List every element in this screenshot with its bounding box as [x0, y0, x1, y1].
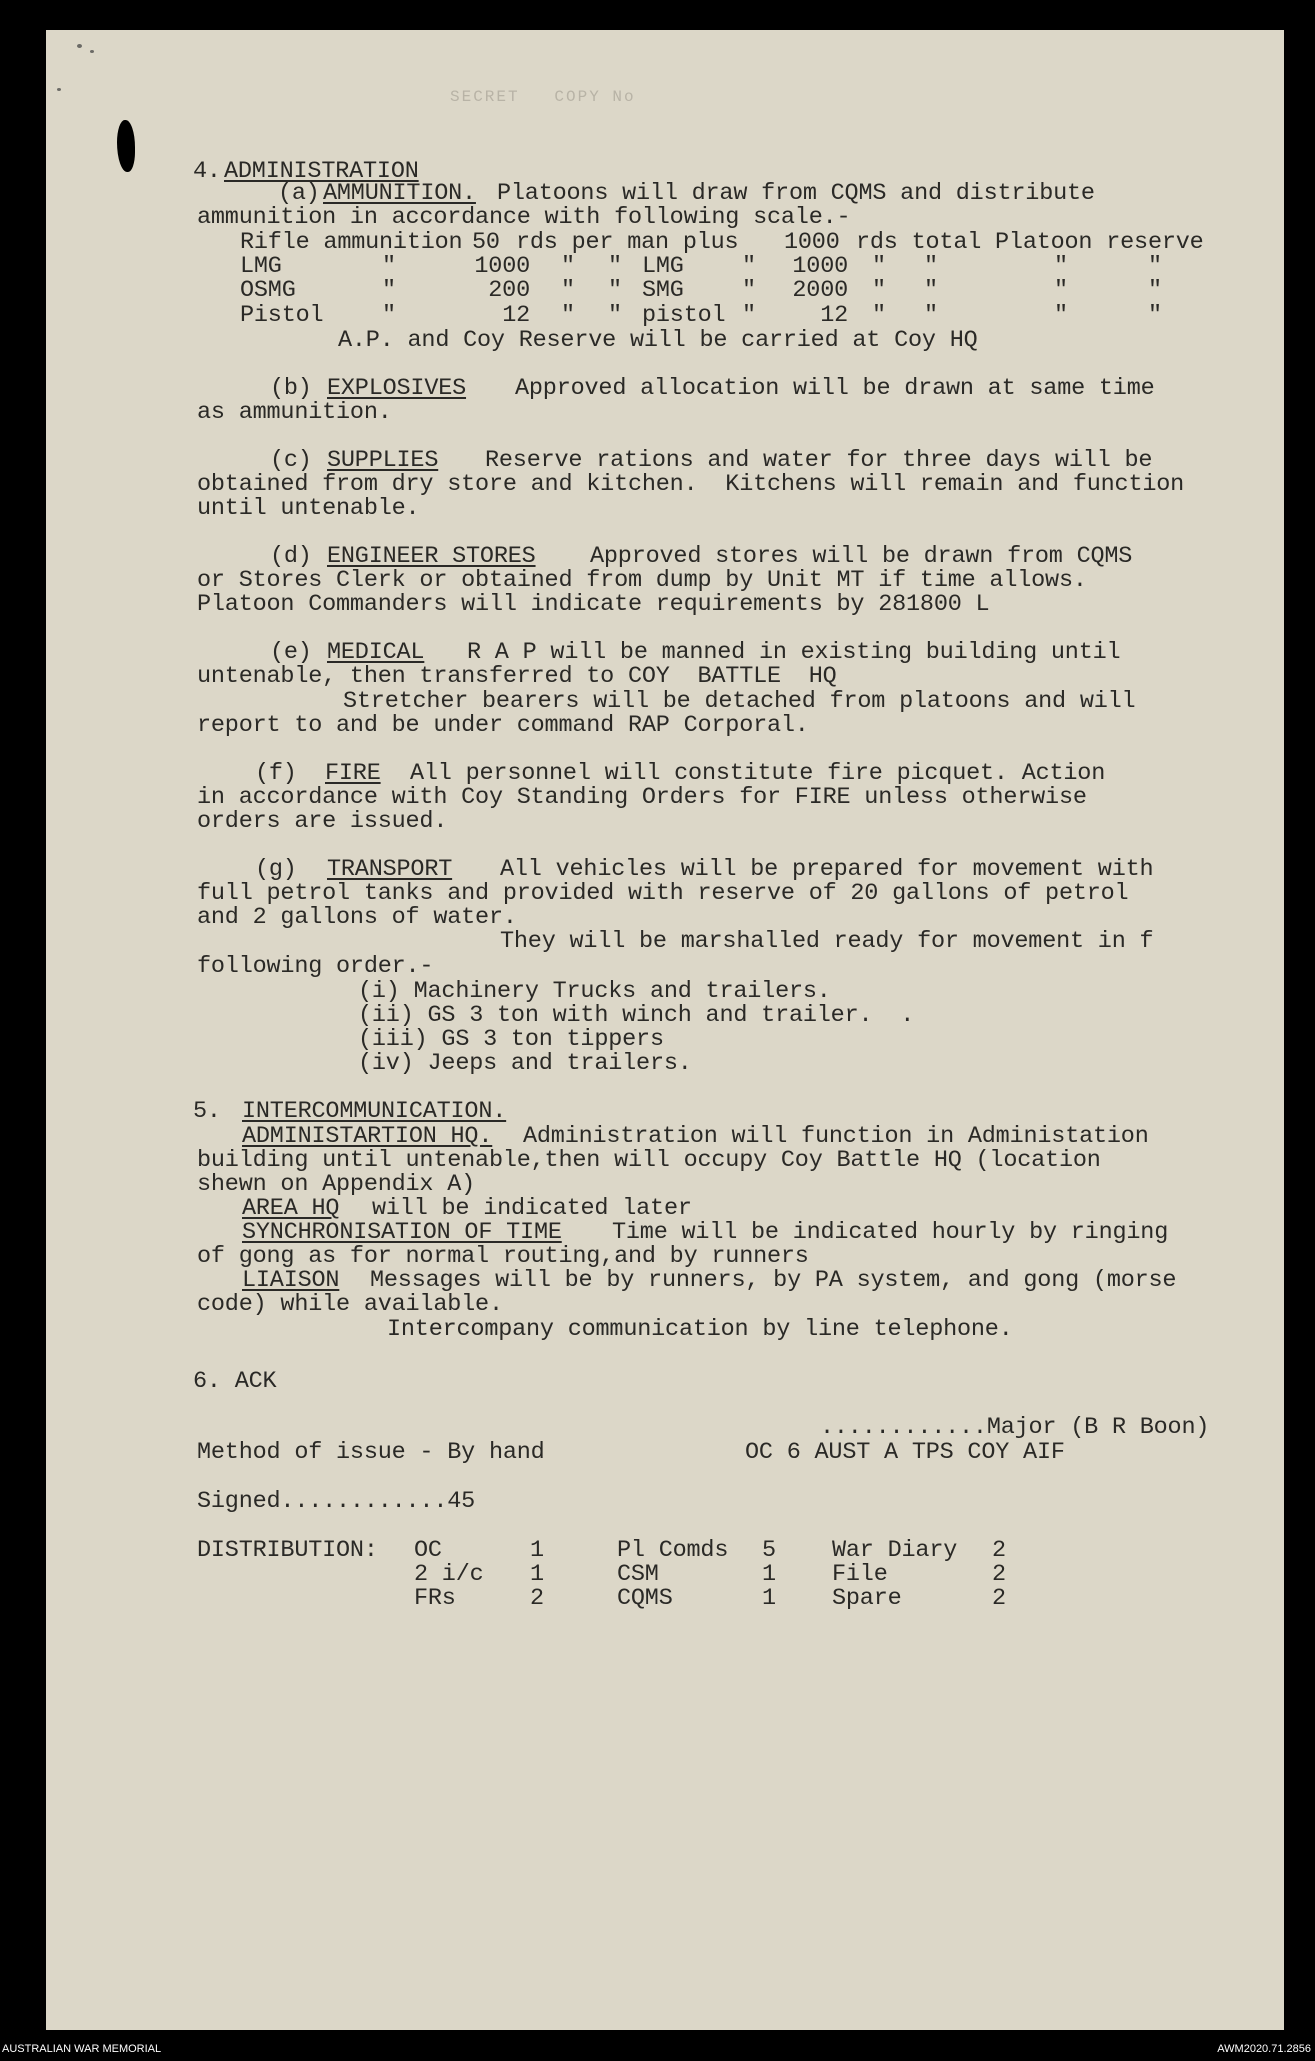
admin-hq-text: Administration will function in Administation	[523, 1123, 1149, 1150]
ammo-qty: 50	[472, 229, 500, 256]
dist-recipient: Pl Comds	[617, 1537, 729, 1564]
faint-header: SECRET COPY No	[450, 88, 636, 106]
admin-hq-text: building until untenable,then will occupy Coy Battle HQ (location	[197, 1147, 1101, 1174]
list-item: (i) Machinery Trucks and trailers.	[358, 978, 831, 1005]
ammo-item: Pistol	[240, 302, 324, 329]
sync-text: Time will be indicated hourly by ringing	[612, 1219, 1169, 1246]
list-item: (ii) GS 3 ton with winch and trailer. .	[358, 1002, 915, 1029]
item-a-text: ammunition in accordance with following scale.-	[197, 204, 851, 231]
ammo-item: OSMG	[240, 277, 296, 304]
speck	[57, 88, 61, 91]
item-g-text: following order.-	[197, 953, 434, 980]
item-a-label: (a)	[278, 180, 320, 207]
ammo-item2: LMG	[642, 253, 684, 280]
punch-hole	[117, 120, 135, 172]
ammo-qty: 12	[502, 302, 530, 329]
signature-line: ............Major (B R Boon)	[820, 1414, 1210, 1441]
item-g-label: (g)	[255, 856, 297, 883]
admin-hq-text: shewn on Appendix A)	[197, 1171, 476, 1198]
footer-credit: AUSTRALIAN WAR MEMORIAL	[2, 2043, 162, 2055]
ammo-qty2: 1000	[784, 229, 840, 256]
dist-count: 5	[762, 1537, 776, 1564]
ammo-qty2: 12	[820, 302, 848, 329]
item-e-title: MEDICAL	[327, 639, 425, 666]
dist-recipient: FRs	[414, 1585, 456, 1612]
dist-recipient: CSM	[617, 1561, 659, 1588]
section-4-number: 4.	[193, 158, 221, 185]
ammo-item2: SMG	[642, 277, 684, 304]
dist-count: 1	[762, 1585, 776, 1612]
item-c-text: obtained from dry store and kitchen. Kitchens will remain and function	[197, 471, 1185, 498]
item-f-label: (f)	[255, 760, 297, 787]
ditto: "	[1148, 277, 1162, 304]
dist-count: 2	[992, 1561, 1006, 1588]
list-item: (iv) Jeeps and trailers.	[358, 1050, 692, 1077]
ditto: "	[382, 277, 396, 304]
ammo-qty: 200	[488, 277, 530, 304]
ditto: "	[872, 277, 886, 304]
item-d-label: (d)	[270, 543, 312, 570]
signed-line: Signed............45	[197, 1488, 476, 1515]
ditto: "	[1148, 302, 1162, 329]
item-e-label: (e)	[270, 639, 312, 666]
section-4-heading: ADMINISTRATION	[224, 158, 419, 185]
ditto: "	[742, 253, 756, 280]
item-f-text: All personnel will constitute fire picquet. Action	[410, 760, 1106, 787]
ammo-rest: rds total Platoon reserve	[856, 229, 1204, 256]
liaison-title: LIAISON	[242, 1267, 340, 1294]
ammo-qty: 1000	[474, 253, 530, 280]
dist-count: 2	[992, 1585, 1006, 1612]
item-f-text: orders are issued.	[197, 808, 448, 835]
item-e-text: untenable, then transferred to COY BATTLE HQ	[197, 663, 837, 690]
item-g-title: TRANSPORT	[327, 856, 453, 883]
section-5-number: 5.	[193, 1098, 221, 1125]
dist-count: 1	[762, 1561, 776, 1588]
area-hq-title: AREA HQ	[242, 1195, 340, 1222]
item-b-title: EXPLOSIVES	[327, 375, 467, 402]
item-e-text: R A P will be manned in existing building until	[467, 639, 1121, 666]
ditto: "	[742, 302, 756, 329]
dist-recipient: War Diary	[832, 1537, 958, 1564]
footer-accession: AWM2020.71.2856	[1217, 2043, 1311, 2055]
dist-recipient: File	[832, 1561, 888, 1588]
ditto: "	[382, 302, 396, 329]
ditto: "	[561, 302, 575, 329]
ditto: "	[608, 302, 622, 329]
item-f-title: FIRE	[325, 760, 381, 787]
dist-count: 2	[992, 1537, 1006, 1564]
item-d-text: Approved stores will be drawn from CQMS	[590, 543, 1133, 570]
item-d-title: ENGINEER STORES	[327, 543, 536, 570]
dist-recipient: OC	[414, 1537, 442, 1564]
ammo-unit: rds per man plus	[516, 229, 739, 256]
ditto: "	[924, 302, 938, 329]
dist-recipient: 2 i/c	[414, 1561, 484, 1588]
reserve-note: A.P. and Coy Reserve will be carried at Coy HQ	[338, 327, 978, 354]
speck	[90, 50, 94, 53]
sync-title: SYNCHRONISATION OF TIME	[242, 1219, 562, 1246]
item-e-text: Stretcher bearers will be detached from platoons and will	[343, 688, 1136, 715]
ditto: "	[382, 253, 396, 280]
item-g-text: All vehicles will be prepared for movement with	[500, 856, 1154, 883]
item-f-text: in accordance with Coy Standing Orders for FIRE unless otherwise	[197, 784, 1087, 811]
ammo-qty2: 1000	[792, 253, 848, 280]
item-e-text: report to and be under command RAP Corporal.	[197, 712, 809, 739]
ditto: "	[1054, 302, 1068, 329]
item-c-text: until untenable.	[197, 495, 420, 522]
ditto: "	[1054, 253, 1068, 280]
liaison-text: code) while available.	[197, 1291, 503, 1318]
ditto: "	[561, 277, 575, 304]
area-hq-text: will be indicated later	[372, 1195, 692, 1222]
item-g-text: They will be marshalled ready for movement in f	[500, 928, 1154, 955]
intercompany-text: Intercompany communication by line telephone.	[387, 1316, 1013, 1343]
item-d-text: or Stores Clerk or obtained from dump by Unit MT if time allows.	[197, 567, 1087, 594]
ditto: "	[561, 253, 575, 280]
ditto: "	[608, 253, 622, 280]
item-c-title: SUPPLIES	[327, 447, 439, 474]
item-c-text: Reserve rations and water for three days will be	[485, 447, 1153, 474]
liaison-text: Messages will be by runners, by PA system, and gong (morse	[370, 1267, 1177, 1294]
ditto: "	[924, 277, 938, 304]
item-c-label: (c)	[270, 447, 312, 474]
item-a-text: Platoons will draw from CQMS and distribute	[497, 180, 1095, 207]
ditto: "	[924, 253, 938, 280]
ditto: "	[1054, 277, 1068, 304]
dist-count: 1	[530, 1537, 544, 1564]
item-b-label: (b)	[270, 375, 312, 402]
list-item: (iii) GS 3 ton tippers	[358, 1026, 664, 1053]
dist-count: 2	[530, 1585, 544, 1612]
section-6: 6. ACK	[193, 1368, 277, 1395]
dist-recipient: Spare	[832, 1585, 902, 1612]
ditto: "	[1148, 253, 1162, 280]
dist-count: 1	[530, 1561, 544, 1588]
item-a-title: AMMUNITION.	[323, 180, 476, 207]
ditto: "	[872, 302, 886, 329]
sync-text: of gong as for normal routing,and by runners	[197, 1243, 809, 1270]
admin-hq-title: ADMINISTARTION HQ.	[242, 1123, 493, 1150]
dist-recipient: CQMS	[617, 1585, 673, 1612]
ammo-item: Rifle ammunition	[240, 229, 463, 256]
ditto: "	[872, 253, 886, 280]
ammo-item2: pistol	[642, 302, 726, 329]
item-g-text: full petrol tanks and provided with reserve of 20 gallons of petrol	[197, 880, 1129, 907]
item-b-text: as ammunition.	[197, 399, 392, 426]
method-of-issue: Method of issue - By hand	[197, 1439, 545, 1466]
item-g-text: and 2 gallons of water.	[197, 904, 517, 931]
distribution-label: DISTRIBUTION:	[197, 1537, 378, 1564]
item-d-text: Platoon Commanders will indicate requirements by 281800 L	[197, 591, 990, 618]
ammo-item: LMG	[240, 253, 282, 280]
section-5-heading: INTERCOMMUNICATION.	[242, 1098, 507, 1125]
speck	[77, 44, 82, 48]
signature-unit: OC 6 AUST A TPS COY AIF	[745, 1439, 1065, 1466]
ditto: "	[742, 277, 756, 304]
ammo-qty2: 2000	[792, 277, 848, 304]
item-b-text: Approved allocation will be drawn at same time	[515, 375, 1155, 402]
ditto: "	[608, 277, 622, 304]
